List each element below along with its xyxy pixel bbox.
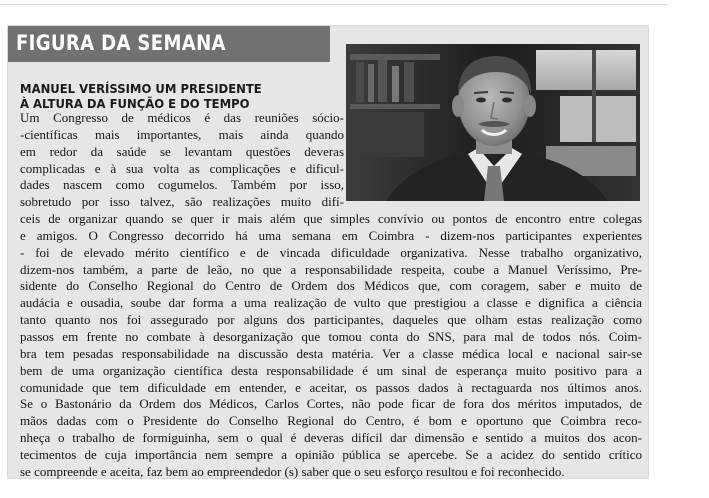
body-line: Um Congresso de médicos é das reuniões sócio- xyxy=(20,110,344,125)
section-title: FIGURA DA SEMANA xyxy=(16,31,226,55)
body-line: complicadas e à sua volta as complicações e dificul- xyxy=(20,160,344,176)
body-line: - foi de elevado mérito científico e de vincada dificuldade organizativa. Nesse trabalho organizativo, xyxy=(20,244,642,260)
headline-line: MANUEL VERÍSSIMO UM PRESIDENTE xyxy=(20,81,262,96)
body-line: sidente do Conselho Regional do Centro de Ordem dos Médicos que, com coragem, saber e muito de xyxy=(20,278,642,294)
body-line: audácia e ousadia, soube dar forma a uma realização de vulto que prestigiou a classe e dignifica a ciência xyxy=(20,295,642,311)
article-headline xyxy=(20,81,340,111)
body-line: bem de uma organização científica desta responsabilidade é um sinal de esperança muito positivo para a xyxy=(20,362,642,378)
body-line: dades nascem como cogumelos. Também por isso, xyxy=(20,177,344,193)
body-line: ceis de organizar quando se quer ir mais além que simples convívio ou pontos de encontro entre colegas xyxy=(20,211,642,227)
body-line: tanto quanto nos foi assegurado por alguns dos participantes, daqueles que olham estas realização como xyxy=(20,312,642,328)
body-line: -científicas mais importantes, mais ainda quando xyxy=(20,126,344,142)
body-line: comunidade que tem dificuldade em entender, e aceitar, os passos dados à rectaguarda nos últimos anos. xyxy=(20,379,642,395)
body-line: bra tem pesadas responsabilidade na discussão desta matéria. Ver a classe médica local e nacional sair-se xyxy=(20,345,642,361)
body-line: dizem-nos também, a parte de leão, no que a responsabilidade respeita, coube a Manuel Veríssimo, Pre- xyxy=(20,261,642,277)
top-divider xyxy=(0,4,667,5)
body-line: sobretudo por isso talvez, são realizações muito difí- xyxy=(20,194,344,210)
body-line: nheça o trabalho de formiguinha, sem o qual é deveras difícil dar dimensão e sentido a muitos dos acon- xyxy=(20,430,642,446)
body-line: e amigos. O Congresso decorrido há uma semana em Coimbra - dizem-nos participantes experientes xyxy=(20,227,642,243)
body-line: se compreende e aceita, faz bem ao empreendedor (s) saber que o seu esforço resultou e foi reconhecido. xyxy=(20,463,565,479)
body-line: em redor da saúde se levantam questões deveras xyxy=(20,143,344,159)
body-line: passos em frente no combate à desorganização que tomou conta do SNS, para mal de todos nós. Coim- xyxy=(20,328,642,344)
article-body xyxy=(20,110,642,481)
body-line: tecimentos de cuja importância nem sempre a opinião pública se apercebe. Se a acidez do sentido crítico xyxy=(20,446,642,462)
body-line: Se o Bastonário da Ordem dos Médicos, Carlos Cortes, não pode ficar de fora dos méritos imputados, de xyxy=(20,396,642,412)
headline-line: À ALTURA DA FUNÇÃO E DO TEMPO xyxy=(20,96,250,111)
body-line: mãos dadas com o Presidente do Conselho Regional do Centro, é bom e oportuno que Coimbra reco- xyxy=(20,413,642,429)
article-card xyxy=(8,26,648,478)
section-header-bar xyxy=(8,26,330,62)
